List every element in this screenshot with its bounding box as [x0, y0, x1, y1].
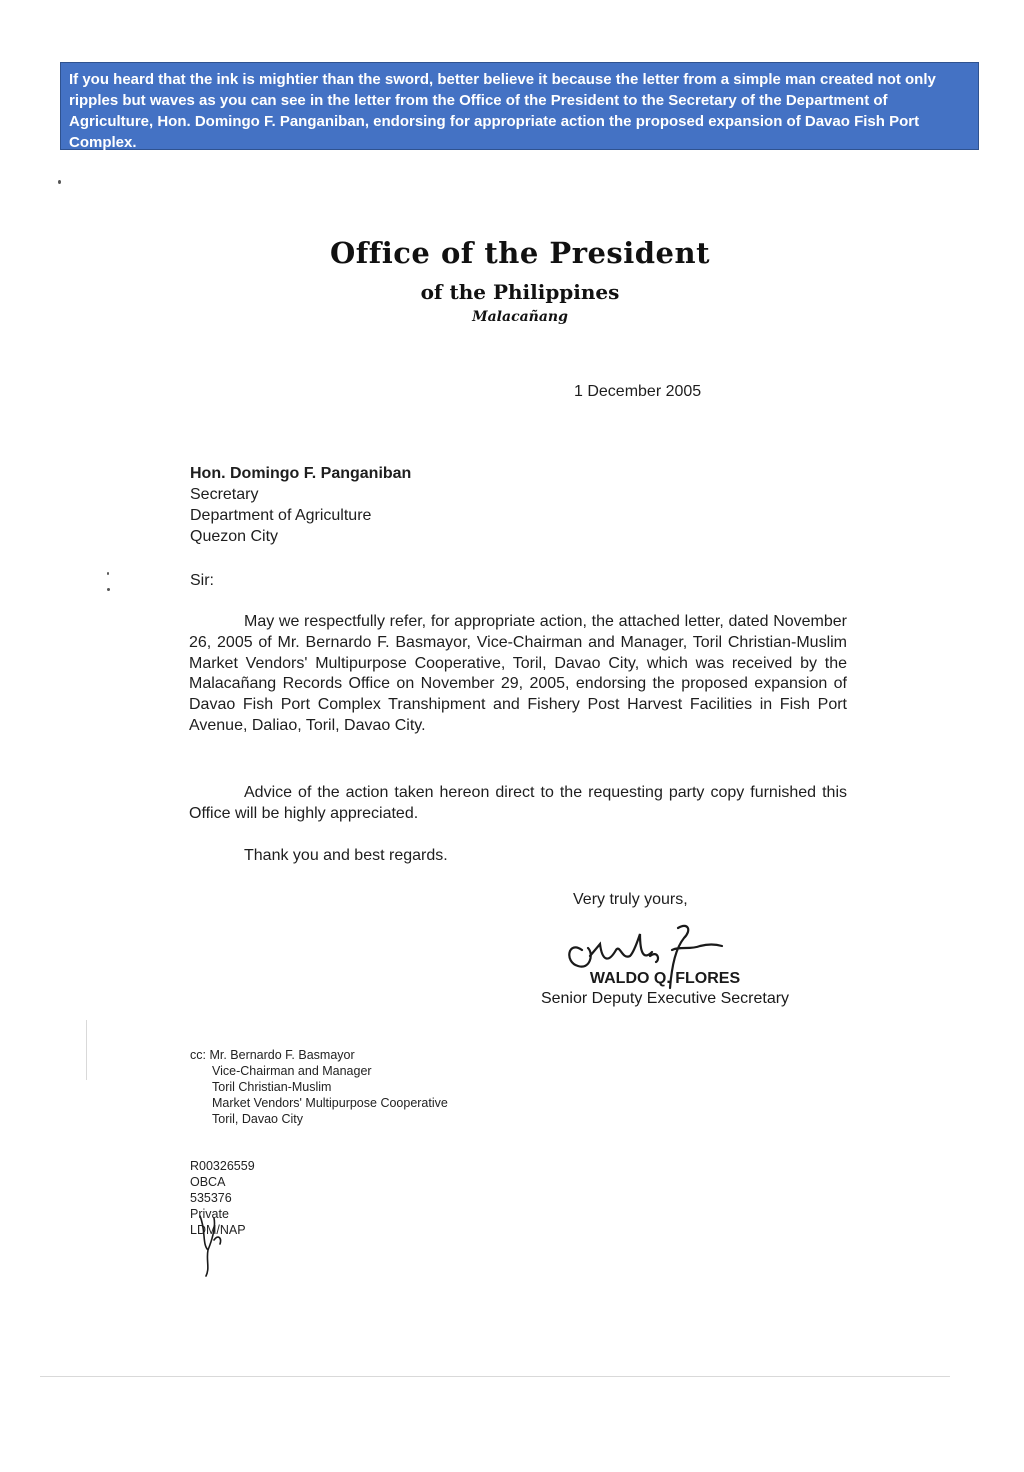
reference-line: OBCA [190, 1175, 226, 1189]
recipient-department: Department of Agriculture [190, 507, 372, 524]
intro-banner-text: If you heard that the ink is mightier than the sword, better believe it because the letter from a simple man created not only ripples but waves as you can see in the letter from the Office of the President to the Secretary of the Department of Agriculture, Hon. Domingo F. Panganiban, endorsing for appropriate action the proposed expansion of Davao Fish Port Complex. [69, 71, 936, 151]
scan-bottom-edge [40, 1376, 950, 1377]
closing: Very truly yours, [573, 891, 688, 908]
cc-line: Vice-Chairman and Manager [212, 1064, 372, 1078]
recipient-address [190, 463, 411, 547]
salutation: Sir: [190, 572, 214, 589]
recipient-city: Quezon City [190, 528, 279, 545]
recipient-title: Secretary [190, 486, 259, 503]
cc-line: Toril Christian-Muslim [212, 1080, 332, 1094]
signature-block [480, 970, 850, 1008]
cc-line: Toril, Davao City [212, 1112, 303, 1126]
scan-speck [107, 572, 109, 575]
letterhead-location: Malacañang [472, 309, 568, 325]
signer-title: Senior Deputy Executive Secretary [540, 990, 790, 1007]
reference-line: LDM/NAP [190, 1223, 246, 1237]
body-paragraph: May we respectfully refer, for appropriate action, the attached letter, dated November 26, 2005 of Mr. Bernardo F. Basmayor, Vice-Chairman and Manager, Toril Christian-Muslim Market Vendors' Multipurpose Cooperative, Toril, Davao City, which was received by the Malacañang Records Office on November 29, 2005, endorsing the proposed expansion of Davao Fish Port Complex Transhipment and Fishery Post Harvest Facilities in Fish Port Avenue, Daliao, Toril, Davao City. [189, 613, 847, 734]
cc-line: cc: Mr. Bernardo F. Basmayor [190, 1048, 355, 1062]
scan-speck [58, 180, 61, 184]
scan-speck [107, 588, 110, 591]
cc-block [190, 1047, 448, 1127]
letterhead-title: Office of the President [330, 236, 710, 270]
body-paragraph: Advice of the action taken hereon direct to the requesting party copy furnished this Office will be highly appreciated. [189, 784, 847, 822]
reference-line: R00326559 [190, 1159, 255, 1173]
signer-name: WALDO Q. FLORES [589, 970, 741, 987]
reference-line: 535376 [190, 1191, 232, 1205]
body-paragraph: Thank you and best regards. [244, 847, 448, 864]
cc-line: Market Vendors' Multipurpose Cooperative [212, 1096, 448, 1110]
scan-left-edge [86, 1020, 87, 1080]
recipient-name: Hon. Domingo F. Panganiban [190, 465, 412, 482]
letter-date: 1 December 2005 [574, 383, 702, 400]
reference-line: Private [190, 1207, 229, 1221]
handwritten-initials [192, 1210, 232, 1280]
letterhead-subtitle: of the Philippines [420, 280, 620, 304]
intro-banner [60, 62, 979, 150]
